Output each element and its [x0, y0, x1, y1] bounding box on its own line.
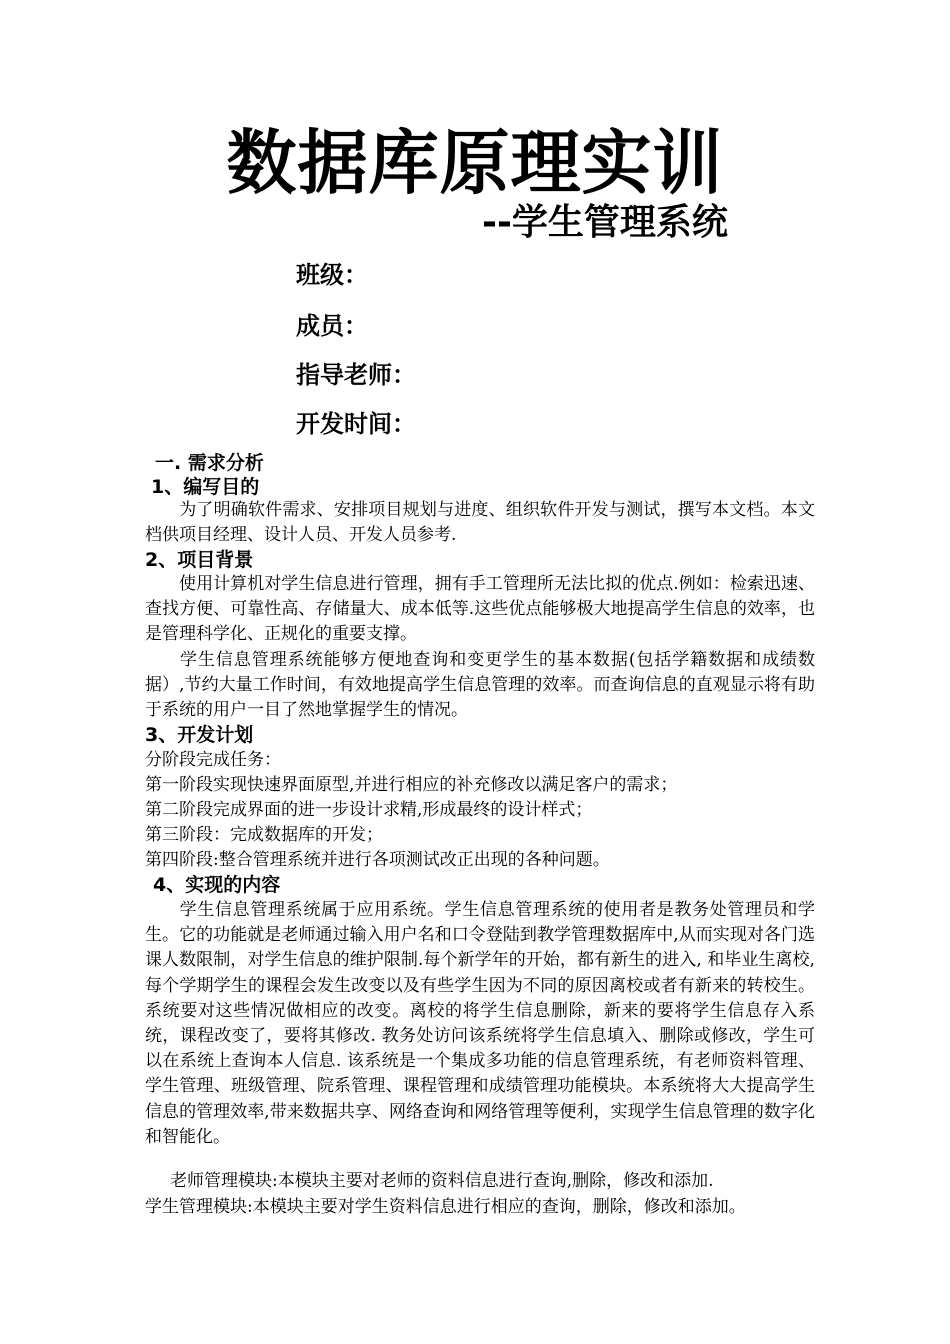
background-paragraph-2 — [145, 648, 815, 724]
subsection-heading-plan: 3、开发计划 — [145, 724, 254, 746]
document-subtitle: --学生管理系统 — [482, 202, 728, 243]
subsection-heading-purpose: 1、编写目的 — [151, 476, 260, 498]
plan-line: 分阶段完成任务： — [145, 750, 281, 770]
background-paragraph-1 — [145, 572, 815, 648]
plan-line: 第二阶段完成界面的进一步设计求精,形成最终的设计样式； — [145, 800, 593, 820]
background-text-1: 使用计算机对学生信息进行管理，拥有手工管理所无法比拟的优点.例如：检索迅速、查找方便、可靠性高、存储量大、成本低等.这些优点能够极大地提高学生信息的效率，也是管理科学化、正规化的重要支撑。 — [145, 574, 815, 645]
subsection-heading-content: 4、实现的内容 — [153, 874, 281, 896]
class-field-label: 班级： — [296, 261, 368, 289]
subsection-heading-background: 2、项目背景 — [145, 549, 254, 571]
purpose-paragraph — [145, 498, 815, 548]
plan-line: 第四阶段:整合管理系统并进行各项测试改正出现的各种问题。 — [145, 850, 610, 870]
members-field-label: 成员： — [296, 312, 368, 340]
advisor-field-label: 指导老师： — [296, 361, 416, 389]
student-module-line: 学生管理模块:本模块主要对学生资料信息进行相应的查询，删除，修改和添加。 — [145, 1197, 746, 1217]
dev-time-field-label: 开发时间： — [296, 410, 416, 438]
background-text-2: 学生信息管理系统能够方便地查询和变更学生的基本数据(包括学籍数据和成绩数据）,节约大量工作时间，有效地提高学生信息管理的效率。而查询信息的直观显示将有助于系统的用户一目了然地掌握学生的情况。 — [145, 650, 815, 721]
teacher-module-line: 老师管理模块:本模块主要对老师的资料信息进行查询,删除，修改和添加. — [170, 1171, 714, 1191]
content-text: 学生信息管理系统属于应用系统。学生信息管理系统的使用者是教务处管理员和学生。它的功能就是老师通过输入用户名和口令登陆到教学管理数据库中,从而实现对各门选课人数限制，对学生信息的维护限制.每个新学年的开始，都有新生的进入, 和毕业生离校, 每个学期学生的课程会发生改变以及有些学生因为不同的原因离校或者有新来的转校生。系统要对这些情况做相应的改变。离校的将学生信息删除，新来的要将学生信息存入系统，课程改变了，要将其修改. 教务处访问该系统将学生信息填入、删除或修改，学生可以在系统上查询本人信息. 该系统是一个集成多功能的信息管理系统，有老师资料管理、学生管理、班级管理、院系管理、课程管理和成绩管理功能模块。本系统将大大提高学生信息的管理效率,带来数据共享、网络查询和网络管理等便利，实现学生信息管理的数字化和智能化。 — [145, 900, 815, 1147]
plan-line: 第三阶段：完成数据库的开发； — [145, 825, 383, 845]
document-title: 数据库原理实训 — [226, 122, 724, 204]
content-paragraph — [145, 898, 815, 1150]
plan-line: 第一阶段实现快速界面原型,并进行相应的补充修改以满足客户的需求； — [145, 775, 678, 795]
section-heading-requirements: 一. 需求分析 — [155, 452, 264, 474]
purpose-text: 为了明确软件需求、安排项目规划与进度、组织软件开发与测试，撰写本文档。本文档供项目经理、设计人员、开发人员参考. — [145, 500, 815, 546]
